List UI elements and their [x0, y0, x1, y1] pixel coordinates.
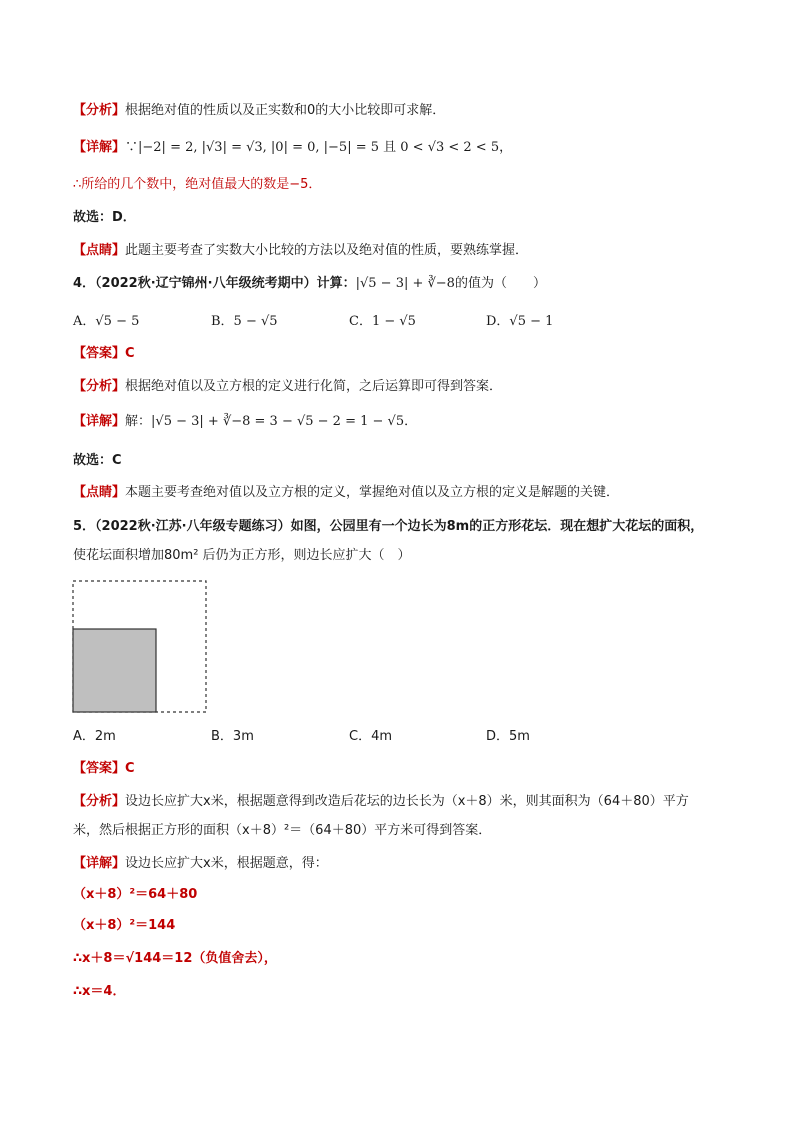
- q4-option-c: C．1 − √5: [349, 314, 416, 329]
- q4-analysis-line: [73, 378, 502, 396]
- q4-answer-value: C: [125, 346, 135, 361]
- q4-option-d: D．√5 − 1: [486, 314, 554, 329]
- detail-tag: 【详解】: [73, 140, 126, 155]
- flowerbed-figure: [72, 580, 208, 716]
- q5-equation-1: （x＋8）²＝64＋80: [73, 887, 198, 902]
- analysis-tag: 【分析】: [73, 103, 126, 118]
- answer-tag: 【答案】: [73, 761, 126, 776]
- q5-detail-line: [73, 855, 328, 873]
- q5-option-c: C．4m: [349, 729, 393, 744]
- detail-tag: 【详解】: [73, 414, 126, 429]
- comment-tag: 【点睛】: [73, 485, 126, 500]
- q4-option-a: A．√5 − 5: [73, 314, 140, 329]
- analysis-tag: 【分析】: [73, 794, 126, 809]
- q5-answer-line: [73, 760, 135, 778]
- q5-equation-4: ∴x＝4．: [73, 984, 126, 999]
- original-square: [73, 629, 156, 712]
- q3-comment-line: [73, 242, 528, 260]
- q3-analysis-line: [73, 102, 445, 120]
- q4-choice: 故选：C: [73, 453, 122, 468]
- q3-detail-line: [73, 139, 512, 157]
- q3-comment-text: 此题主要考查了实数大小比较的方法以及绝对值的性质，要熟练掌握．: [125, 243, 529, 258]
- comment-tag: 【点睛】: [73, 243, 126, 258]
- q5-option-b: B．3m: [211, 729, 254, 744]
- q5-option-a: A．2m: [73, 729, 116, 744]
- q5-detail-text: 设边长应扩大x米，根据题意，得：: [125, 856, 328, 871]
- answer-tag: 【答案】: [73, 346, 126, 361]
- q5-analysis-line-2: 米，然后根据正方形的面积（x＋8）²＝（64＋80）平方米可得到答案．: [73, 823, 492, 838]
- q4-stem-expression: |√5 − 3| + ∛−8: [355, 276, 455, 291]
- q5-equation-2: （x＋8）²＝144: [73, 918, 176, 933]
- q4-comment-line: [73, 484, 619, 502]
- q5-equation-3: ∴x＋8＝√144＝12（负值舍去），: [73, 951, 277, 966]
- q5-stem-line-1: 5．（2022秋·江苏·八年级专题练习）如图，公园里有一个边长为8m的正方形花坛．现在想扩大花坛的面积，: [73, 519, 704, 534]
- q4-stem-tail: 的值为（ ）: [454, 276, 546, 291]
- q5-stem-line-2: 使花坛面积增加80m² 后仍为正方形，则边长应扩大（ ）: [73, 548, 411, 563]
- q4-option-b: B．5 − √5: [211, 314, 278, 329]
- q5-answer-value: C: [125, 761, 135, 776]
- q3-choice: 故选：D．: [73, 210, 136, 225]
- q5-option-d: D．5m: [486, 729, 530, 744]
- q4-comment-text: 本题主要考查绝对值以及立方根的定义，掌握绝对值以及立方根的定义是解题的关键．: [125, 485, 620, 500]
- q4-stem-text: 4．（2022秋·辽宁锦州·八年级统考期中）计算：: [73, 276, 356, 291]
- q4-detail-prefix: 解：: [125, 414, 152, 429]
- q4-analysis-text: 根据绝对值以及立方根的定义进行化简，之后运算即可得到答案．: [125, 379, 503, 394]
- q3-conclusion: ∴所给的几个数中，绝对值最大的数是−5．: [73, 177, 322, 192]
- q4-stem: [73, 275, 546, 293]
- q4-detail-line: [73, 413, 417, 431]
- q5-analysis-text-1: 设边长应扩大x米，根据题意得到改造后花坛的边长长为（x＋8）米，则其面积为（64＋80）平方: [125, 794, 689, 809]
- q5-analysis-line-1: [73, 793, 689, 811]
- q3-analysis-text: 根据绝对值的性质以及正实数和0的大小比较即可求解．: [125, 103, 446, 118]
- q4-detail-expression: |√5 − 3| + ∛−8 = 3 − √5 − 2 = 1 − √5．: [151, 414, 418, 429]
- analysis-tag: 【分析】: [73, 379, 126, 394]
- q3-detail-math: ∵|−2| = 2, |√3| = √3, |0| = 0, |−5| = 5 且 0 < √3 < 2 < 5，: [125, 140, 513, 155]
- detail-tag: 【详解】: [73, 856, 126, 871]
- q4-answer-line: [73, 345, 135, 363]
